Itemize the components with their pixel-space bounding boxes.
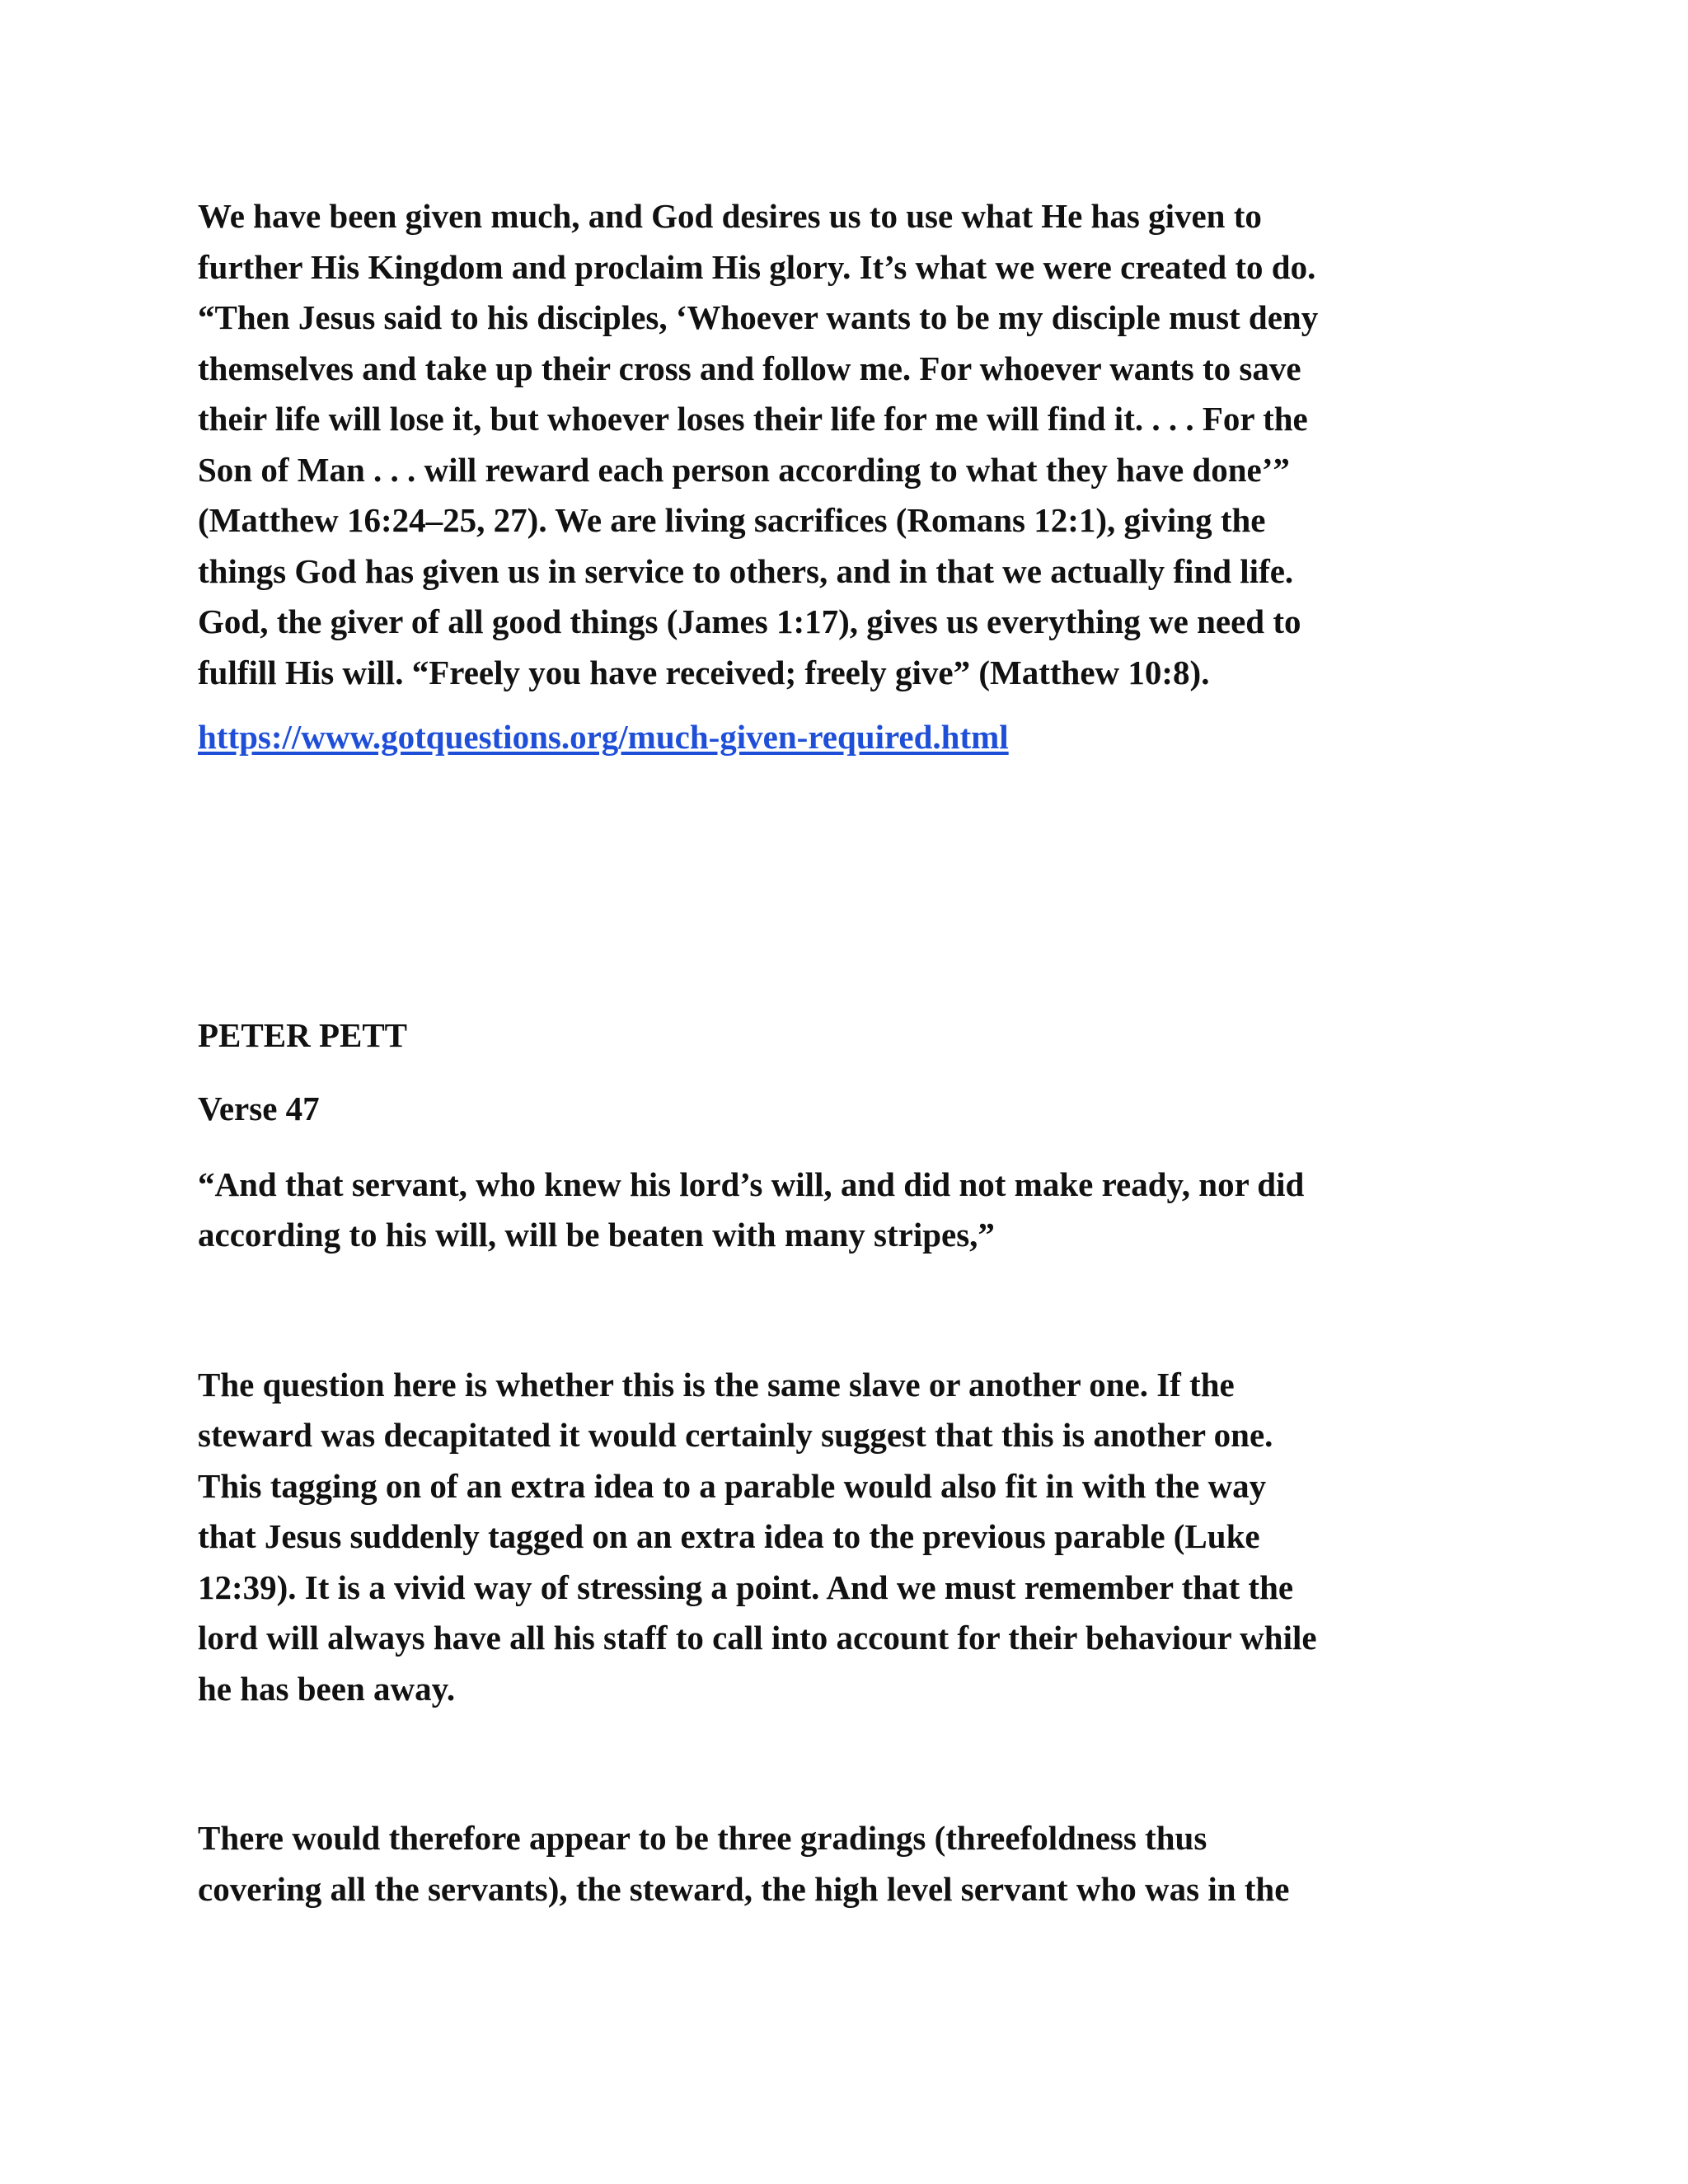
verse-quote xyxy=(198,1160,1508,1261)
text-line: 12:39). It is a vivid way of stressing a point. And we must remember that the xyxy=(198,1568,1294,1606)
author-heading-text: PETER PETT xyxy=(198,1015,408,1054)
source-link-line xyxy=(198,712,1508,763)
author-heading xyxy=(198,1010,1508,1062)
text-line: “And that servant, who knew his lord’s will, and did not make ready, nor did xyxy=(198,1165,1305,1203)
text-line: he has been away. xyxy=(198,1669,456,1708)
text-line: This tagging on of an extra idea to a parable would also fit in with the way xyxy=(198,1466,1267,1505)
text-line: There would therefore appear to be three gradings (threefoldness thus xyxy=(198,1819,1207,1857)
text-line: We have been given much, and God desires us to use what He has given to xyxy=(198,197,1262,235)
text-line: (Matthew 16:24–25, 27). We are living sacrifices (Romans 12:1), giving the xyxy=(198,501,1266,539)
text-line: according to his will, will be beaten with many stripes,” xyxy=(198,1216,995,1254)
verse-heading xyxy=(198,1084,1508,1135)
text-line: their life will lose it, but whoever loses their life for me will find it. . . . For the xyxy=(198,400,1308,438)
text-line: steward was decapitated it would certainly suggest that this is another one. xyxy=(198,1416,1273,1454)
text-line: The question here is whether this is the same slave or another one. If the xyxy=(198,1365,1235,1404)
text-line: themselves and take up their cross and follow me. For whoever wants to save xyxy=(198,349,1301,387)
text-line: fulfill His will. “Freely you have received; freely give” (Matthew 10:8). xyxy=(198,653,1210,691)
text-line: Son of Man . . . will reward each person according to what they have done’” xyxy=(198,450,1290,489)
text-line: that Jesus suddenly tagged on an extra idea to the previous parable (Luke xyxy=(198,1517,1260,1555)
text-line: “Then Jesus said to his disciples, ‘Whoever wants to be my disciple must deny xyxy=(198,298,1319,336)
text-line: lord will always have all his staff to call into account for their behaviour while xyxy=(198,1619,1317,1657)
text-line: further His Kingdom and proclaim His glory. It’s what we were created to do. xyxy=(198,247,1316,286)
source-link[interactable]: https://www.gotquestions.org/much-given-required.html xyxy=(198,718,1009,756)
verse-heading-text: Verse 47 xyxy=(198,1090,320,1127)
document-body xyxy=(198,191,1508,1915)
paragraph-same-slave xyxy=(198,1360,1508,1715)
text-line: things God has given us in service to others, and in that we actually find life. xyxy=(198,551,1294,590)
paragraph-much-given xyxy=(198,191,1508,698)
paragraph-three-gradings xyxy=(198,1813,1508,1915)
text-line: covering all the servants), the steward, the high level servant who was in the xyxy=(198,1869,1290,1908)
text-line: God, the giver of all good things (James 1:17), gives us everything we need to xyxy=(198,602,1301,640)
